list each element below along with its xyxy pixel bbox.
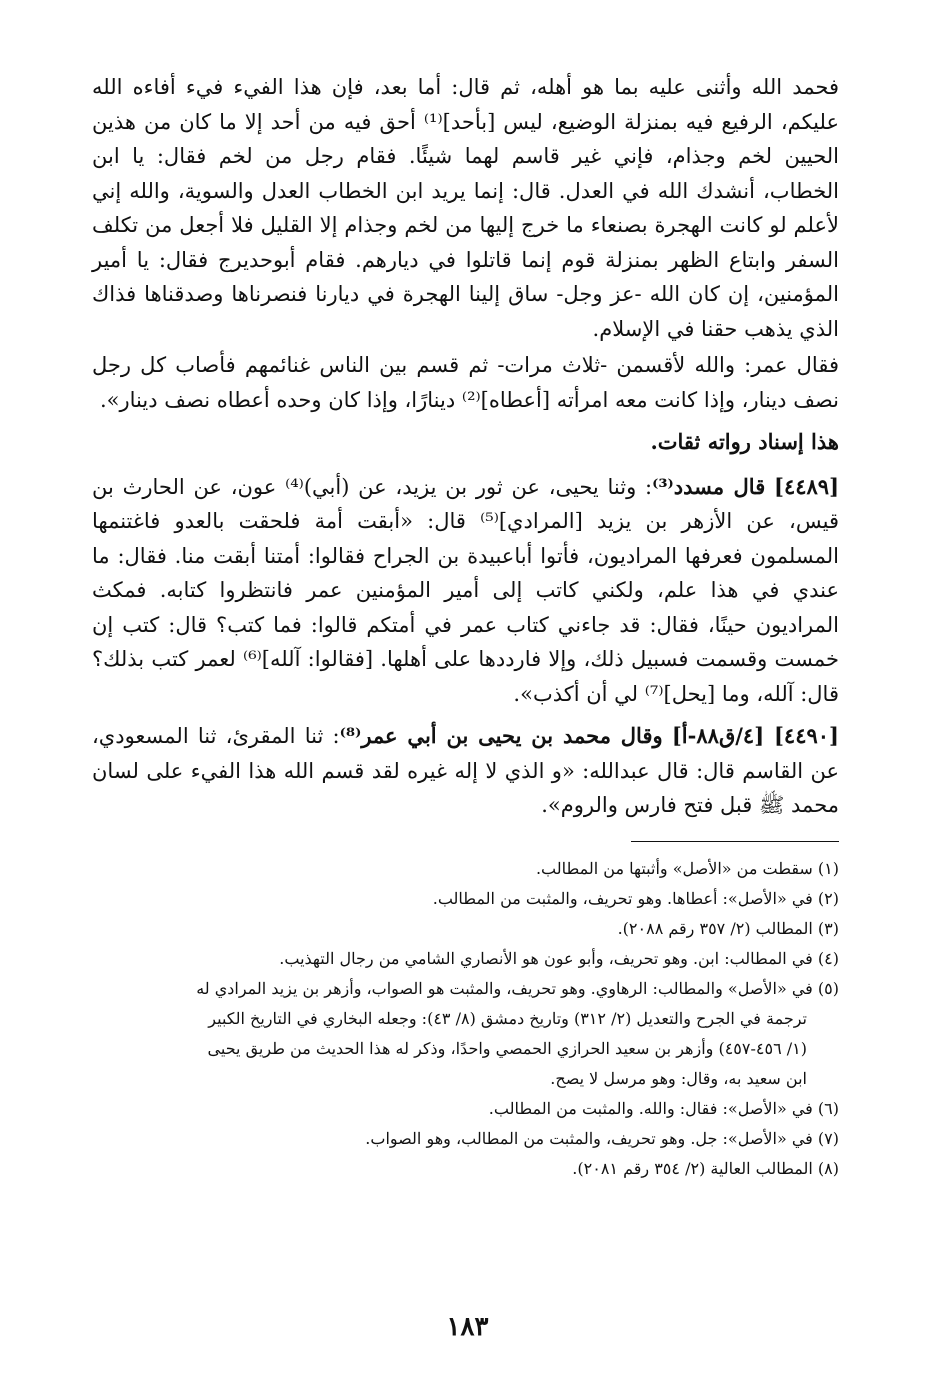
hadith-narrator: وقال محمد بن يحيى بن أبي عمر⁽⁸⁾: [339, 723, 663, 748]
footnote: (٧) في «الأصل»: جل. وهو تحريف، والمثبت من المطالب، وهو الصواب.: [365, 1128, 839, 1148]
hadith-text: : ثنا المقرئ، ثنا المسعودي، عن القاسم قال: قال عبدالله: «و الذي لا إله غيره لقد قسم الله هذا الفيء على لسان محمد ﷺ قبل فتح فارس والروم».: [92, 724, 839, 817]
footnote-divider: [631, 841, 839, 842]
footnote: (٣) المطالب (٢/ ٣٥٧ رقم ٢٠٨٨).: [617, 918, 839, 938]
hadith-4489: [92, 470, 839, 712]
footnote: (٢) في «الأصل»: أعطاها. وهو تحريف، والمثبت من المطالب.: [432, 888, 839, 908]
footnote: (٤) في المطالب: ابن. وهو تحريف، وأبو عون هو الأنصاري الشامي من رجال التهذيب.: [279, 948, 839, 968]
footnote-continuation: (١/ ٤٥٦-٤٥٧) وأزهر بن سعيد الحرازي الحمصي واحدًا، وذكر له هذا الحديث من طريق يحيى: [207, 1038, 807, 1058]
hadith-4490: [92, 719, 839, 823]
paragraph-1: فحمد الله وأثنى عليه بما هو أهله، ثم قال: أما بعد، فإن هذا الفيء فيء أفاءه الله عليكم، الرفيع فيه بمنزلة الوضيع، ليس [بأحد]⁽¹⁾ أحق فيه من أحد إلا ما كان من هذين الحيين لخم وجذام، فإني غير قاسم لهما شيئًا. فقام رجل من لخم فقال: يا ابن الخطاب، أنشدك الله في العدل. قال: إنما يريد ابن الخطاب العدل والسوية، والله إني لأعلم لو كانت الهجرة بصنعاء ما خرج إليها من لخم وجذام إلا القليل فلا أجعل من تكلف السفر وابتاع الظهر بمنزلة قوم إنما قاتلوا في ديارهم. فقام أبوحديرج فقال: يا أمير المؤمنين، إن كان الله -عز وجل- ساق إلينا الهجرة في ديارنا فنصرناها وصدقناها فذاك الذي يذهب حقنا في الإسلام.: [92, 75, 839, 341]
hadith-text: : وثنا يحيى، عن ثور بن يزيد، عن (أبي)⁽⁴⁾ عون، عن الحارث بن قيس، عن الأزهر بن يزيد [المرادي]⁽⁵⁾ قال: «أبقت أمة فلحقت بالعدو فاغتنمها المسلمون فعرفها المراديون، فأتوا أباعبيدة بن الجراح فقالوا: أمتنا أبقت منا. فقال: ما عندي في هذا علم، ولكني كاتب إلى أمير المؤمنين عمر فانتظروا كتابه. فمكث المراديون حينًا، فقال: قد جاءني كتاب عمر في أمتكم قالوا: فما كتب؟ قال: كتب إن خمست وقسمت فسبيل ذلك، وإلا فارددها على أهلها. [فقالوا: آلله]⁽⁶⁾ لعمر كتب بذلك؟ قال: آلله، وما [يحل]⁽⁷⁾ لي أن أكذب».: [92, 474, 839, 706]
footnote: (٥) في «الأصل» والمطالب: الرهاوي. وهو تحريف، والمثبت هو الصواب، وأزهر بن يزيد المرادي له: [196, 978, 839, 998]
footnote: (٨) المطالب العالية (٢/ ٣٥٤ رقم ٢٠٨١).: [572, 1158, 839, 1178]
footnote-continuation: ابن سعيد به، وقال: وهو مرسل لا يصح.: [550, 1068, 807, 1088]
page-number: ١٨٣: [446, 1312, 489, 1342]
footnote: (١) سقطت من «الأصل» وأثبتها من المطالب.: [535, 858, 839, 878]
footnote: (٦) في «الأصل»: فقال: والله. والمثبت من المطالب.: [488, 1098, 839, 1118]
footnotes: [92, 854, 839, 1184]
isnad-statement: هذا إسناد رواته ثقات.: [650, 429, 839, 454]
footnote-continuation: ترجمة في الجرح والتعديل (٢/ ٣١٢) وتاريخ دمشق (٨/ ٤٣): وجعله البخاري في التاريخ الكبير: [208, 1008, 807, 1028]
main-text: [92, 70, 839, 823]
hadith-number: [٤٤٩٠] [٤/ق٨٨-أ]: [671, 723, 839, 748]
hadith-narrator: قال مسدد⁽³⁾: [652, 473, 766, 499]
hadith-number: [٤٤٨٩]: [774, 473, 839, 499]
paragraph-2: فقال عمر: والله لأقسمن -ثلاث مرات- ثم قسم بين الناس غنائمهم فأصاب كل رجل نصف دينار، وإذا كانت معه امرأته [أعطاه]⁽²⁾ دينارًا، وإذا كان وحده أعطاه نصف دينار».: [92, 353, 839, 412]
